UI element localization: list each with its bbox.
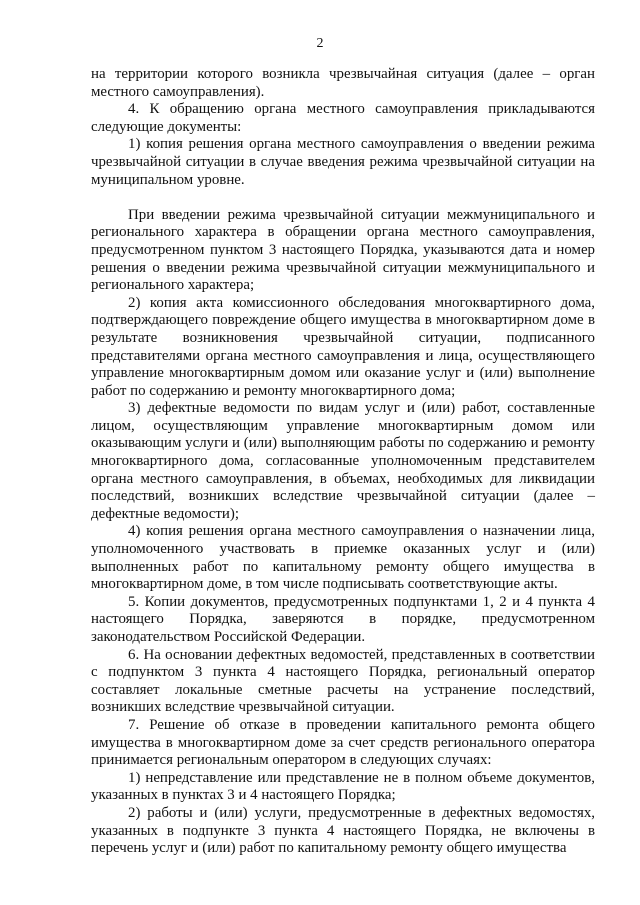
paragraph-subitem-2: 2) копия акта комиссионного обследования многоквартирного дома, подтверждающего повреждение общего имущества в многоквартирном доме в результате возникновения чрезвычайной ситуации, подписанного представителями органа местного самоуправления и лица, осуществляющего управление многоквартирным домом или оказание услуг и (или) выполнение работ по содержанию и ремонту многоквартирного дома;: [91, 294, 595, 399]
paragraph-subitem-3: 3) дефектные ведомости по видам услуг и (или) работ, составленные лицом, осуществляющим управление многоквартирным домом или оказывающим услуги и (или) выполняющим работы по содержанию и ремонту многоквартирного дома, согласованные уполномоченным представителем органа местного самоуправления, в объемах, необходимых для ликвидации последствий, возникших вследствие чрезвычайной ситуации (далее – дефектные ведомости);: [91, 400, 595, 522]
paragraph-item-7: 7. Решение об отказе в проведении капитального ремонта общего имущества в многоквартирном доме за счет средств регионального оператора принимается региональным оператором в следующих случаях:: [91, 716, 595, 769]
paragraph-item-5: 5. Копии документов, предусмотренных подпунктами 1, 2 и 4 пункта 4 настоящего Порядка, заверяются в порядке, предусмотренном законодательством Российской Федерации.: [91, 593, 595, 645]
paragraph-subitem-1-note: При введении режима чрезвычайной ситуации межмуниципального и регионального характера в обращении органа местного самоуправления, предусмотренном пунктом 3 настоящего Порядка, указываются дата и номер решения о введении режима чрезвычайной ситуации межмуниципального и регионального характера;: [91, 206, 595, 294]
paragraph-item-4: 4. К обращению органа местного самоуправления прикладываются следующие документы:: [91, 101, 595, 135]
paragraph-continuation: на территории которого возникла чрезвычайная ситуация (далее – орган местного самоуправления).: [91, 66, 595, 100]
document-body: [91, 66, 595, 858]
page-number: 2: [316, 36, 324, 51]
paragraph-subitem-4: 4) копия решения органа местного самоуправления о назначении лица, уполномоченного участвовать в приемке оказанных услуг и (или) выполненных работ по капитальному ремонту общего имущества в многоквартирном доме, в том числе подписывать соответствующие акты.: [91, 523, 595, 593]
paragraph-item-6: 6. На основании дефектных ведомостей, представленных в соответствии с подпунктом 3 пункта 4 настоящего Порядка, региональный оператор составляет локальные сметные расчеты на устранение последствий, возникших вследствие чрезвычайной ситуации.: [91, 646, 595, 716]
paragraph-item-7-subitem-2: 2) работы и (или) услуги, предусмотренные в дефектных ведомостях, указанных в подпункте 3 пункта 4 настоящего Порядка, не включены в перечень услуг и (или) работ по капитальному ремонту общего имущества: [91, 804, 595, 857]
paragraph-item-7-subitem-1: 1) непредставление или представление не в полном объеме документов, указанных в пунктах 3 и 4 настоящего Порядка;: [91, 769, 595, 804]
paragraph-subitem-1: 1) копия решения органа местного самоуправления о введении режима чрезвычайной ситуации в случае введения режима чрезвычайной ситуации на муниципальном уровне.: [91, 136, 595, 188]
